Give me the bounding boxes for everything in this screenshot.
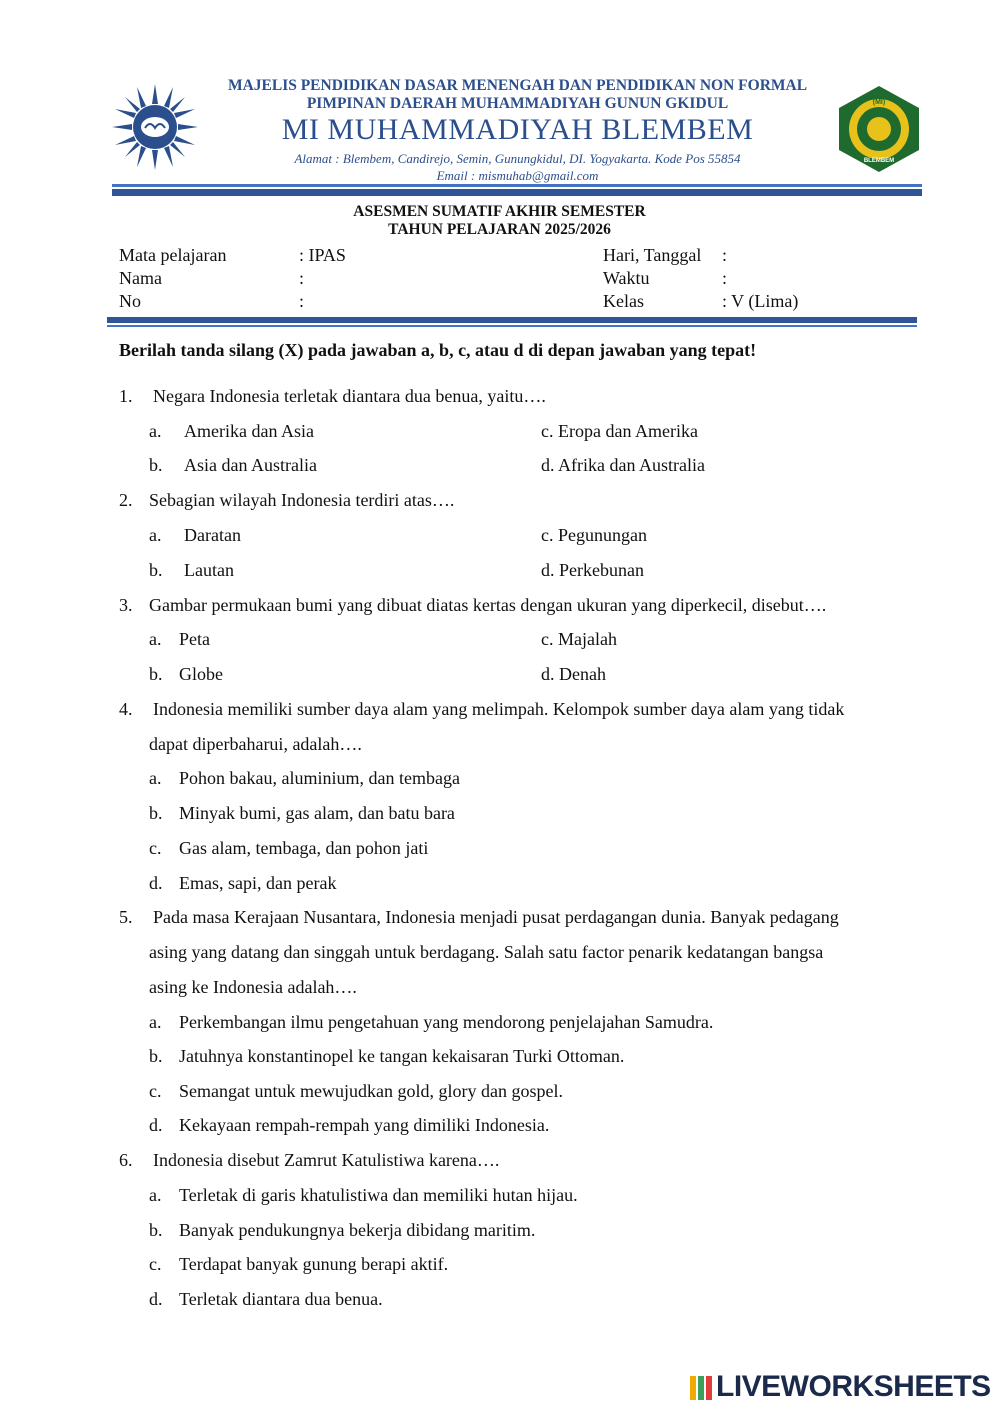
option-letter[interactable]: b. — [149, 455, 163, 475]
question-text-line-3: asing ke Indonesia adalah…. — [149, 977, 357, 997]
class-label: Kelas — [603, 291, 644, 311]
organization-line-1: MAJELIS PENDIDIKAN DASAR MENENGAH DAN PENDIDIKAN NON FORMAL — [227, 77, 808, 94]
subject-label: Mata pelajaran — [119, 245, 227, 265]
option-letter[interactable]: a. — [149, 768, 162, 788]
school-badge-icon — [834, 84, 924, 174]
option-text[interactable]: Pohon bakau, aluminium, dan tembaga — [179, 768, 460, 788]
badge-bottom-text: BLEMBEM — [863, 158, 895, 164]
option-letter[interactable]: d. — [149, 873, 163, 893]
exam-title: ASESMEN SUMATIF AKHIR SEMESTER — [353, 203, 646, 220]
time-value[interactable]: : — [722, 268, 728, 288]
question-text-line-1: Pada masa Kerajaan Nusantara, Indonesia menjadi pusat perdagangan dunia. Banyak pedagang — [153, 907, 839, 927]
question-number: 6. — [119, 1150, 133, 1170]
option-letter[interactable]: c. — [149, 838, 162, 858]
option-letter[interactable]: c. — [149, 1254, 162, 1274]
option-text[interactable]: Globe — [179, 664, 223, 684]
option-text[interactable]: Peta — [179, 629, 210, 649]
subject-value: : IPAS — [299, 245, 346, 265]
exam-year: TAHUN PELAJARAN 2025/2026 — [388, 221, 611, 238]
option-text[interactable]: Daratan — [184, 525, 241, 545]
option-letter[interactable]: b. — [149, 560, 163, 580]
question-text-line-1: Indonesia memiliki sumber daya alam yang melimpah. Kelompok sumber daya alam yang tidak — [153, 699, 845, 719]
option-text[interactable]: Terletak diantara dua benua. — [179, 1289, 383, 1309]
option-text[interactable]: c. Eropa dan Amerika — [541, 421, 698, 441]
option-letter[interactable]: b. — [149, 803, 163, 823]
instruction: Berilah tanda silang (X) pada jawaban a, b, c, atau d di depan jawaban yang tepat! — [119, 340, 757, 360]
option-text[interactable]: Emas, sapi, dan perak — [179, 873, 337, 893]
name-value[interactable]: : — [299, 268, 305, 288]
header-rule-top — [112, 184, 922, 187]
info-rule-top — [107, 317, 917, 323]
option-text[interactable]: Terletak di garis khatulistiwa dan memiliki hutan hijau. — [179, 1185, 578, 1205]
option-letter[interactable]: a. — [149, 525, 162, 545]
question-text-line-2: dapat diperbaharui, adalah…. — [149, 734, 362, 754]
question-text: Indonesia disebut Zamrut Katulistiwa karena…. — [153, 1150, 500, 1170]
day-label: Hari, Tanggal — [603, 245, 702, 265]
option-letter[interactable]: a. — [149, 1185, 162, 1205]
question-text: Gambar permukaan bumi yang dibuat diatas kertas dengan ukuran yang diperkecil, disebut…. — [149, 595, 827, 615]
option-letter[interactable]: a. — [149, 421, 162, 441]
option-letter[interactable]: a. — [149, 629, 162, 649]
option-text[interactable]: c. Pegunungan — [541, 525, 647, 545]
time-label: Waktu — [603, 268, 650, 288]
badge-mi-text: (MI) — [872, 99, 886, 106]
organization-line-2: PIMPINAN DAERAH MUHAMMADIYAH GUNUN GKIDUL — [306, 95, 729, 112]
option-text[interactable]: c. Majalah — [541, 629, 617, 649]
option-text[interactable]: Banyak pendukungnya bekerja dibidang maritim. — [179, 1220, 536, 1240]
question-number: 3. — [119, 595, 133, 615]
option-letter[interactable]: c. — [149, 1081, 162, 1101]
no-value[interactable]: : — [299, 291, 305, 311]
option-letter[interactable]: b. — [149, 1046, 163, 1066]
option-text[interactable]: Terdapat banyak gunung berapi aktif. — [179, 1254, 449, 1274]
option-letter[interactable]: d. — [149, 1115, 163, 1135]
school-address: Alamat : Blembem, Candirejo, Semin, Gunungkidul, DI. Yogyakarta. Kode Pos 55854 — [294, 151, 741, 166]
day-value[interactable]: : — [722, 245, 728, 265]
muhammadiyah-logo-icon — [110, 82, 200, 172]
name-label: Nama — [119, 268, 162, 288]
question-number: 4. — [119, 699, 133, 719]
option-text[interactable]: Gas alam, tembaga, dan pohon jati — [179, 838, 429, 858]
info-rule-bottom — [107, 325, 917, 327]
header-rule-bottom — [112, 189, 922, 196]
class-value: : V (Lima) — [722, 291, 799, 311]
school-name: MI MUHAMMADIYAH BLEMBEM — [281, 113, 754, 146]
option-text[interactable]: Minyak bumi, gas alam, dan batu bara — [179, 803, 455, 823]
question-number: 5. — [119, 907, 133, 927]
option-text[interactable]: Semangat untuk mewujudkan gold, glory dan gospel. — [179, 1081, 563, 1101]
option-text[interactable]: d. Denah — [541, 664, 606, 684]
option-text[interactable]: d. Perkebunan — [541, 560, 644, 580]
no-label: No — [119, 291, 141, 311]
option-text[interactable]: Perkembangan ilmu pengetahuan yang mendorong penjelajahan Samudra. — [179, 1012, 714, 1032]
option-text[interactable]: Amerika dan Asia — [184, 421, 314, 441]
option-letter[interactable]: a. — [149, 1012, 162, 1032]
option-letter[interactable]: b. — [149, 664, 163, 684]
question-text: Negara Indonesia terletak diantara dua benua, yaitu…. — [153, 386, 546, 406]
liveworksheets-watermark: LIVEWORKSHEETS — [716, 1370, 991, 1403]
liveworksheets-logo-icon — [690, 1376, 712, 1400]
option-text[interactable]: d. Afrika dan Australia — [541, 455, 705, 475]
question-text: Sebagian wilayah Indonesia terdiri atas…. — [149, 490, 455, 510]
option-text[interactable]: Lautan — [184, 560, 234, 580]
option-text[interactable]: Kekayaan rempah-rempah yang dimiliki Indonesia. — [179, 1115, 550, 1135]
option-letter[interactable]: d. — [149, 1289, 163, 1309]
option-text[interactable]: Asia dan Australia — [184, 455, 317, 475]
question-text-line-2: asing yang datang dan singgah untuk berdagang. Salah satu factor penarik kedatangan bangsa — [149, 942, 824, 962]
question-number: 1. — [119, 386, 133, 406]
question-number: 2. — [119, 490, 133, 510]
option-letter[interactable]: b. — [149, 1220, 163, 1240]
school-email: Email : mismuhab@gmail.com — [436, 168, 599, 183]
option-text[interactable]: Jatuhnya konstantinopel ke tangan kekaisaran Turki Ottoman. — [179, 1046, 625, 1066]
